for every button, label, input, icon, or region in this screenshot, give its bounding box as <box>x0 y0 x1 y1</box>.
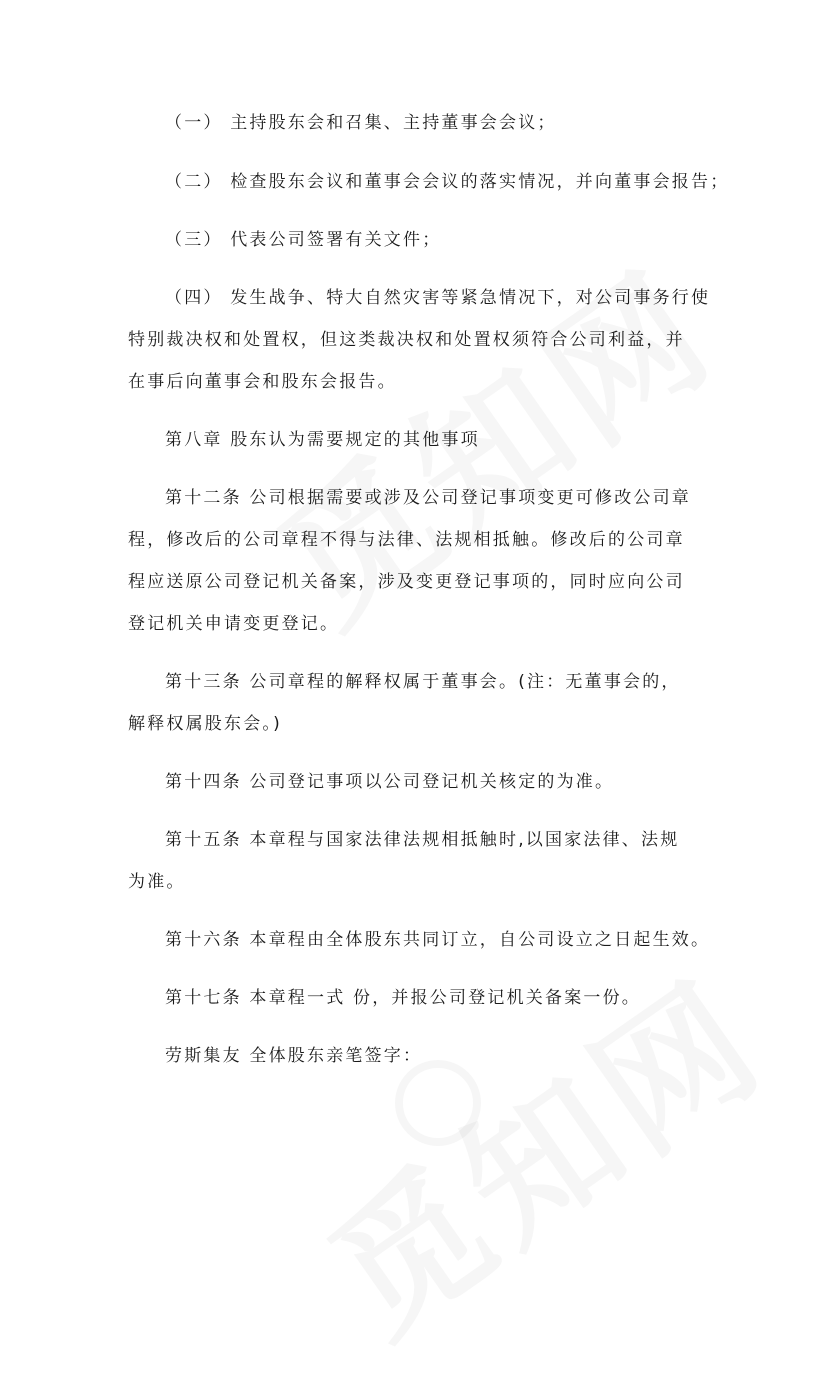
text-line: （三） 代表公司签署有关文件； <box>165 230 442 250</box>
text-line: 第十六条 本章程由全体股东共同订立，自公司设立之日起生效。 <box>165 930 711 950</box>
text-line: 为准。 <box>128 872 186 892</box>
text-line: 特别裁决权和处置权，但这类裁决权和处置权须符合公司利益，并 <box>128 330 685 350</box>
text-line: 程应送原公司登记机关备案，涉及变更登记事项的，同时应向公司 <box>128 572 685 592</box>
text-line: 程，修改后的公司章程不得与法律、法规相抵触。修改后的公司章 <box>128 530 685 550</box>
text-line: （一） 主持股东会和召集、主持董事会会议； <box>165 113 557 133</box>
text-line: （四） 发生战争、特大自然灾害等紧急情况下，对公司事务行使 <box>165 288 711 308</box>
text-line: 解释权属股东会。) <box>128 714 282 734</box>
text-line: 第十五条 本章程与国家法律法规相抵触时,以国家法律、法规 <box>165 830 680 850</box>
text-line: （二） 检查股东会议和董事会会议的落实情况，并向董事会报告； <box>165 172 730 192</box>
text-line: 第十二条 公司根据需要或涉及公司登记事项变更可修改公司章 <box>165 488 692 508</box>
text-line: 劳斯集友 全体股东亲笔签字： <box>165 1046 423 1066</box>
watermark-logo-icon <box>395 1060 481 1146</box>
text-line: 第十四条 公司登记事项以公司登记机关核定的为准。 <box>165 772 615 792</box>
text-line: 第八章 股东认为需要规定的其他事项 <box>165 430 480 450</box>
text-line: 第十七条 本章程一式 份，并报公司登记机关备案一份。 <box>165 988 642 1008</box>
text-line: 登记机关申请变更登记。 <box>128 614 340 634</box>
text-line: 在事后向董事会和股东会报告。 <box>128 372 397 392</box>
text-line: 第十三条 公司章程的解释权属于董事会。(注：无董事会的， <box>165 672 681 692</box>
